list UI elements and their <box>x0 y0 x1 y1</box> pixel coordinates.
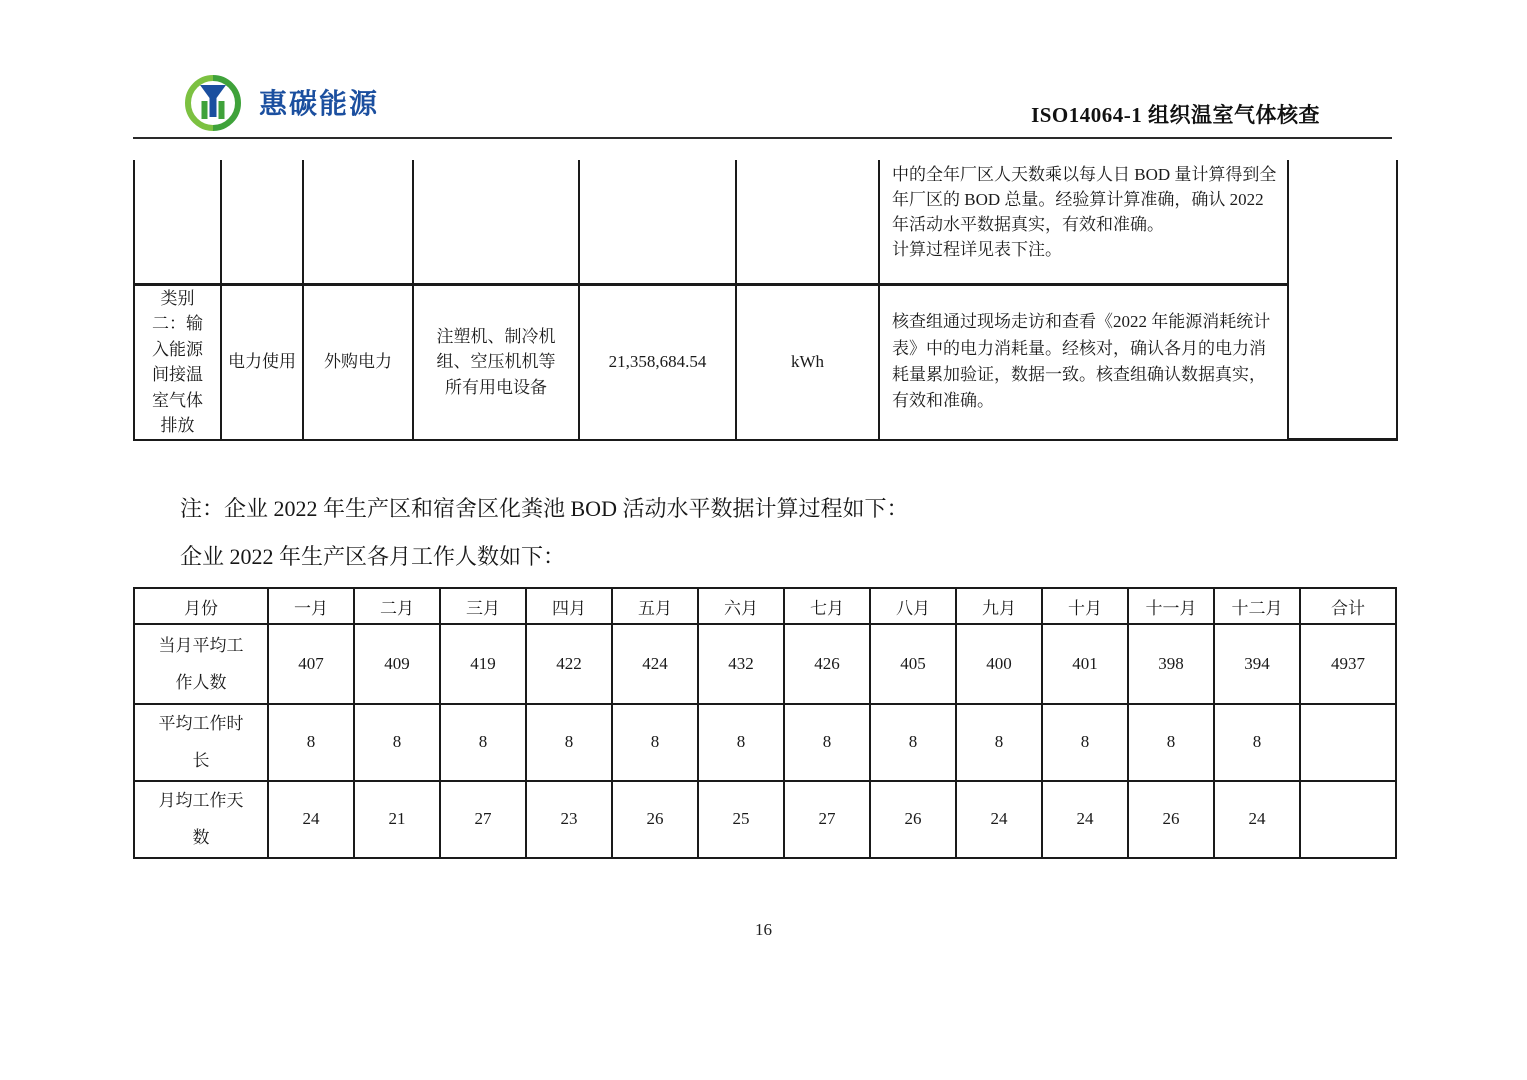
empty-cell <box>303 160 413 284</box>
verification-cell: 核查组通过现场走访和查看《2022 年能源消耗统计表》中的电力消耗量。经核对，确认各月的电力消耗量累加验证，数据一致。核查组确认数据真实，有效和准确。 <box>879 284 1288 440</box>
data-cell: 422 <box>526 624 612 704</box>
data-cell: 394 <box>1214 624 1300 704</box>
data-cell: 398 <box>1128 624 1214 704</box>
column-header-cell: 三月 <box>440 588 526 624</box>
data-cell: 424 <box>612 624 698 704</box>
column-header-cell: 一月 <box>268 588 354 624</box>
data-cell: 8 <box>1128 704 1214 781</box>
data-cell: 409 <box>354 624 440 704</box>
ghg-verification-table <box>133 160 1398 441</box>
data-cell: 24 <box>956 781 1042 858</box>
row-label-cell: 月均工作天数 <box>134 781 268 858</box>
continuation-verification-cell <box>879 160 1288 284</box>
data-cell: 24 <box>1042 781 1128 858</box>
data-cell: 400 <box>956 624 1042 704</box>
column-header-cell: 八月 <box>870 588 956 624</box>
data-cell: 8 <box>698 704 784 781</box>
empty-cell <box>413 160 579 284</box>
data-cell: 419 <box>440 624 526 704</box>
data-cell: 426 <box>784 624 870 704</box>
unit-cell: kWh <box>736 284 879 440</box>
data-cell: 26 <box>612 781 698 858</box>
column-header-cell: 六月 <box>698 588 784 624</box>
category-cell: 类别二：输入能源间接温室气体排放 <box>134 284 221 440</box>
column-header-cell: 十月 <box>1042 588 1128 624</box>
data-cell <box>1300 781 1396 858</box>
empty-cell <box>1288 160 1397 440</box>
company-name: 惠碳能源 <box>259 88 380 119</box>
data-cell: 8 <box>784 704 870 781</box>
note-line-2: 企业 2022 年生产区各月工作人数如下： <box>180 544 566 569</box>
column-header-cell: 四月 <box>526 588 612 624</box>
data-cell: 8 <box>354 704 440 781</box>
data-cell: 24 <box>268 781 354 858</box>
worker-table-header-row <box>134 588 1396 624</box>
data-cell: 401 <box>1042 624 1128 704</box>
data-cell: 432 <box>698 624 784 704</box>
data-cell: 21 <box>354 781 440 858</box>
data-cell: 407 <box>268 624 354 704</box>
data-cell: 25 <box>698 781 784 858</box>
column-header-cell: 合计 <box>1300 588 1396 624</box>
company-logo-icon <box>183 72 243 132</box>
empty-cell <box>221 160 303 284</box>
data-cell: 26 <box>1128 781 1214 858</box>
column-header-cell: 二月 <box>354 588 440 624</box>
energy-source-cell: 外购电力 <box>303 284 413 440</box>
verification-text: 计算过程详见表下注。 <box>892 239 1062 259</box>
empty-cell <box>736 160 879 284</box>
table-row <box>134 781 1396 858</box>
data-cell: 23 <box>526 781 612 858</box>
data-cell: 8 <box>956 704 1042 781</box>
column-header-cell: 九月 <box>956 588 1042 624</box>
data-cell: 4937 <box>1300 624 1396 704</box>
table-row <box>134 624 1396 704</box>
data-cell: 26 <box>870 781 956 858</box>
column-header-cell: 月份 <box>134 588 268 624</box>
energy-type-cell: 电力使用 <box>221 284 303 440</box>
row-label-cell: 平均工作时长 <box>134 704 268 781</box>
verification-text: 中的全年厂区人天数乘以每人日 BOD 量计算得到全年厂区的 BOD 总量。经验算计算准确，确认 2022 年活动水平数据真实，有效和准确。 <box>892 165 1277 234</box>
table-row <box>134 160 1397 284</box>
data-cell: 8 <box>1042 704 1128 781</box>
document-title: ISO14064-1 组织温室气体核查 <box>1031 103 1320 127</box>
data-cell: 27 <box>784 781 870 858</box>
column-header-cell: 十一月 <box>1128 588 1214 624</box>
data-cell <box>1300 704 1396 781</box>
header-divider <box>133 137 1392 139</box>
data-cell: 27 <box>440 781 526 858</box>
data-cell: 8 <box>1214 704 1300 781</box>
data-cell: 8 <box>870 704 956 781</box>
data-cell: 8 <box>526 704 612 781</box>
column-header-cell: 十二月 <box>1214 588 1300 624</box>
equipment-cell: 注塑机、制冷机组、空压机机等所有用电设备 <box>413 284 579 440</box>
row-label-cell: 当月平均工作人数 <box>134 624 268 704</box>
note-line-1: 注：企业 2022 年生产区和宿舍区化粪池 BOD 活动水平数据计算过程如下： <box>180 496 909 521</box>
data-cell: 24 <box>1214 781 1300 858</box>
data-cell: 8 <box>268 704 354 781</box>
table-row <box>134 284 1397 440</box>
data-cell: 8 <box>612 704 698 781</box>
empty-cell <box>134 160 221 284</box>
data-cell: 405 <box>870 624 956 704</box>
column-header-cell: 五月 <box>612 588 698 624</box>
table-row <box>134 704 1396 781</box>
amount-cell: 21,358,684.54 <box>579 284 736 440</box>
header-logo <box>183 72 379 132</box>
data-cell: 8 <box>440 704 526 781</box>
worker-table <box>133 587 1397 859</box>
page-number: 16 <box>755 920 772 939</box>
empty-cell <box>579 160 736 284</box>
column-header-cell: 七月 <box>784 588 870 624</box>
